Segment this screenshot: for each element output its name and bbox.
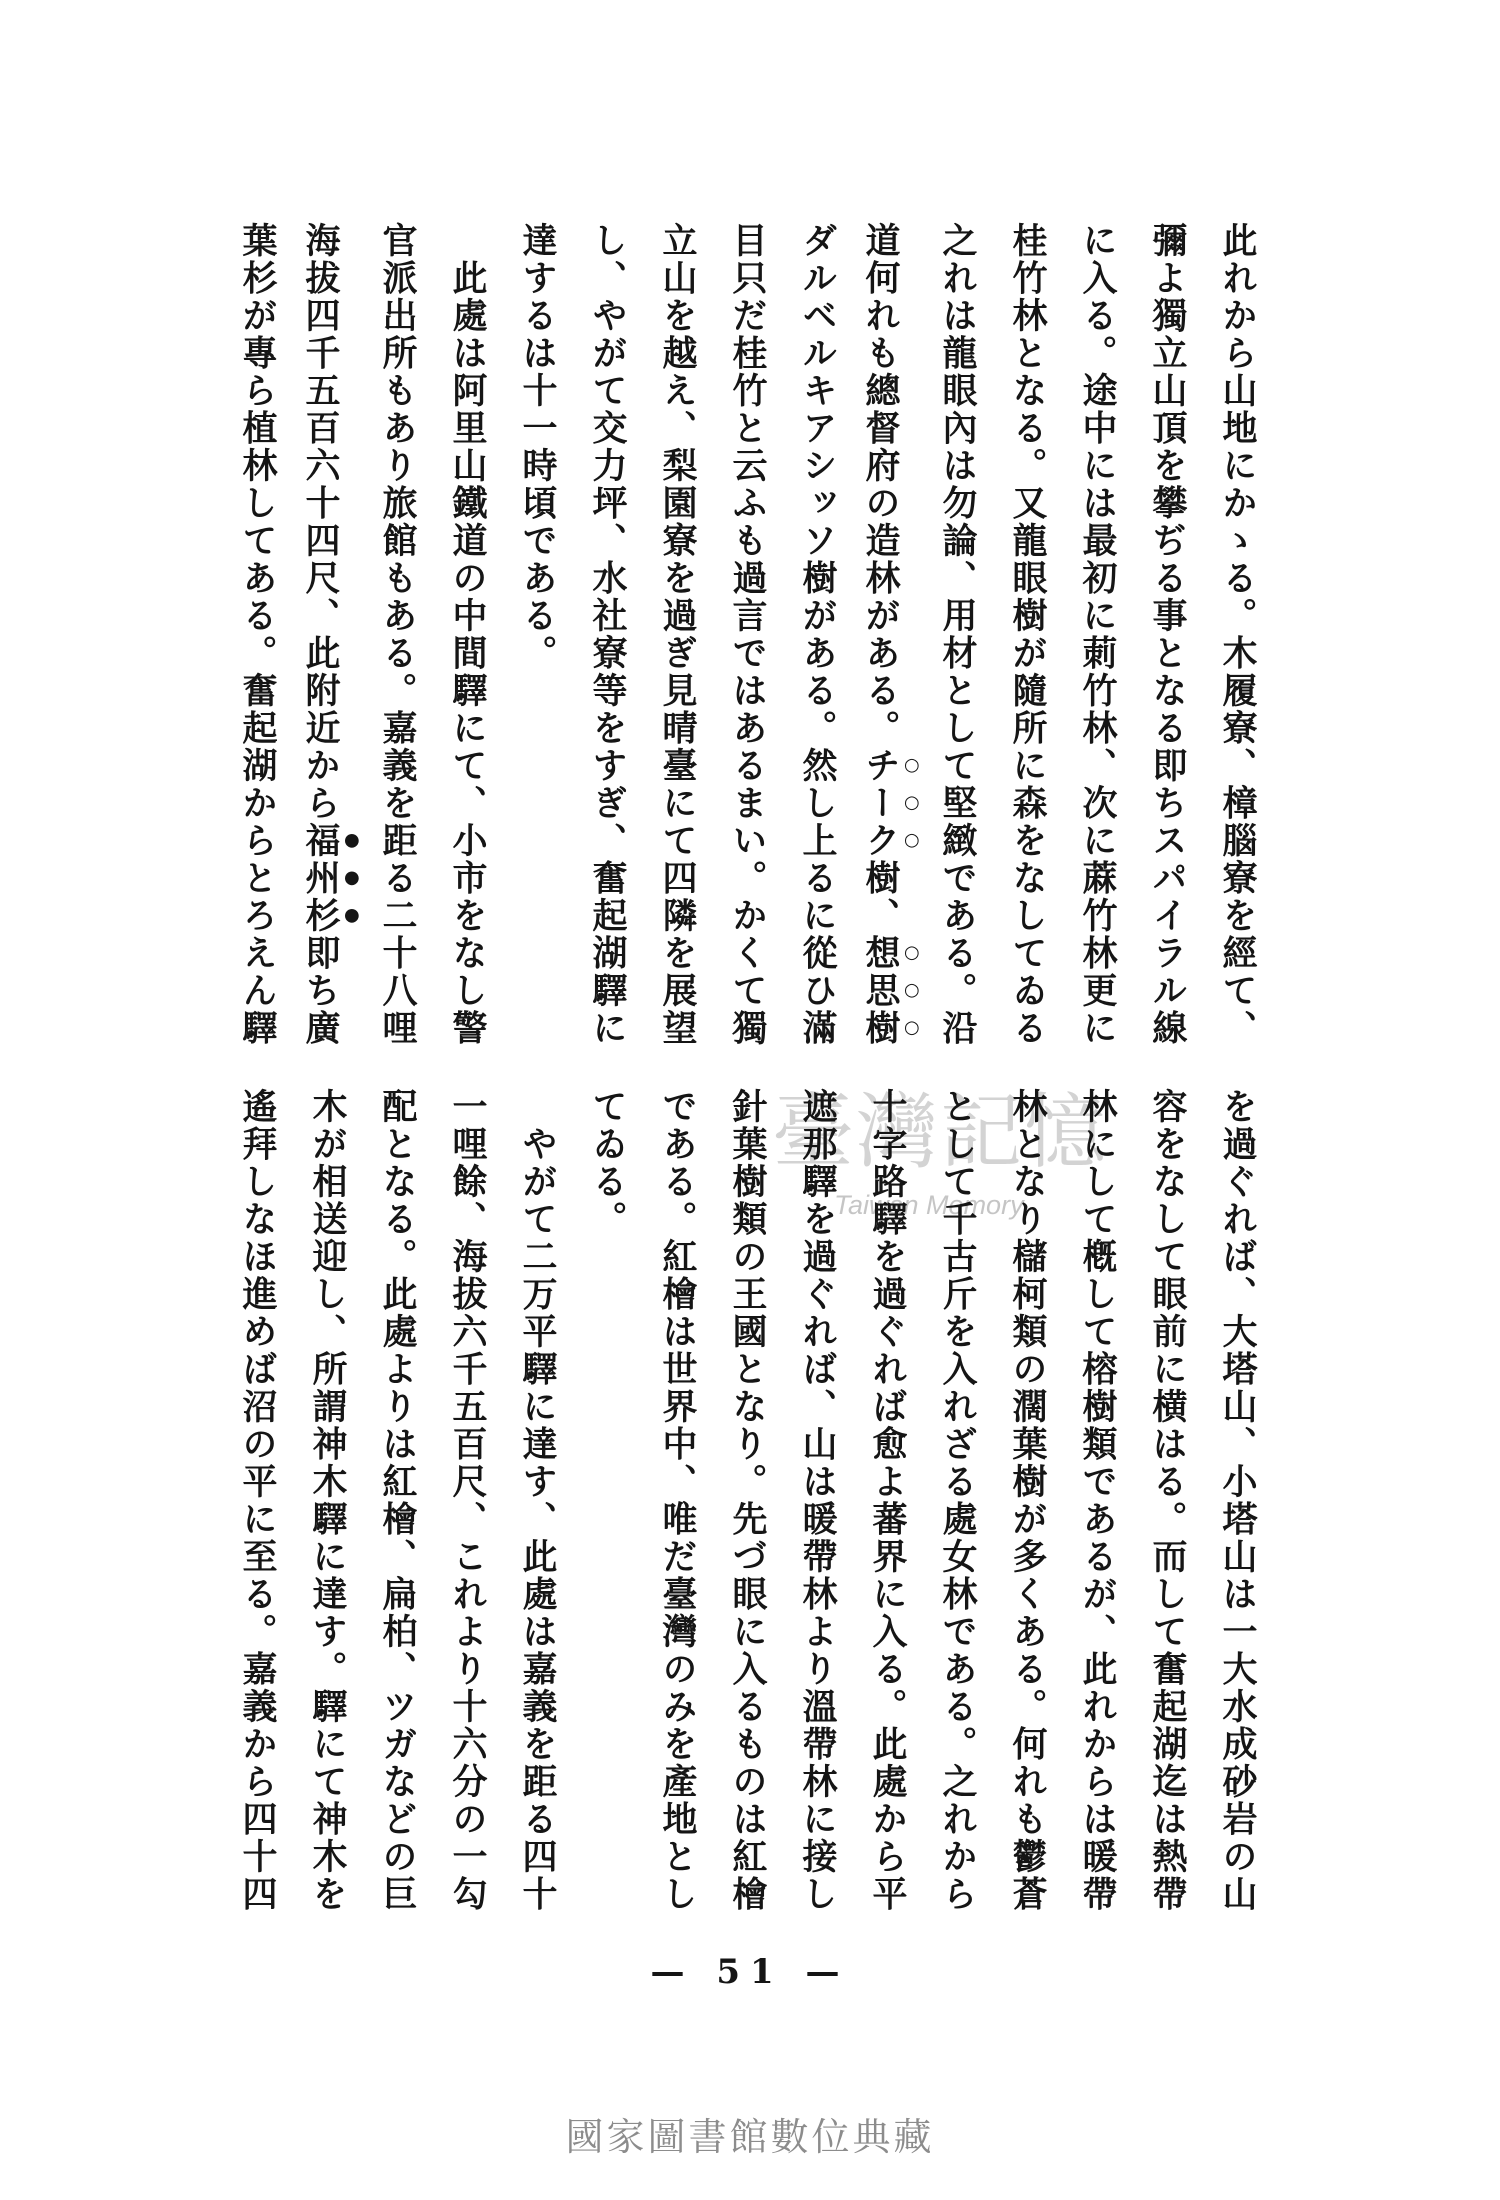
text-column: 遙拜しなほ進めば沼の平に至る。嘉義から四十四 (237, 1088, 278, 1913)
text-column: てゐる。 (587, 1088, 628, 1238)
text-block-lower (222, 1088, 1272, 1928)
text-column: 之れは龍眼內は勿論、用材として堅緻である。沿 (937, 222, 978, 1047)
text-column: 達するは十一時頃である。 (517, 222, 558, 672)
text-column: を過ぐれば、大塔山、小塔山は一大水成砂岩の山 (1217, 1088, 1258, 1913)
column-text: 即ち廣 (300, 934, 341, 1047)
text-column: 遮那驛を過ぐれば、山は暖帶林より溫帶林に接し (797, 1088, 838, 1913)
text-column: 十字路驛を過ぐれば愈よ蕃界に入る。此處から平 (867, 1088, 908, 1913)
page-number: — 51 — (650, 1952, 850, 1992)
text-column: 針葉樹類の王國となり。先づ眼に入るものは紅檜 (727, 1088, 768, 1913)
text-column: に入る。途中には最初に莿竹林、次に蔴竹林更に (1077, 222, 1118, 1047)
column-text: 樹、 (860, 859, 901, 935)
text-column: 立山を越え、梨園寮を過ぎ見晴臺にて四隣を展望 (657, 222, 698, 1047)
text-column: 配となる。此處よりは紅檜、扁柏、ツガなどの巨 (377, 1088, 418, 1913)
emphasized-text: 福州杉 (300, 822, 341, 935)
text-column: 木が相送迎し、所謂神木驛に達す。驛にて神木を (307, 1088, 348, 1913)
text-column: として千古斤を入れざる處女林である。之れから (937, 1088, 978, 1913)
text-column: 桂竹林となる。又龍眼樹が隨所に森をなしてゐる (1007, 222, 1048, 1047)
text-column: し、やがて交力坪、水社寮等をすぎ、奮起湖驛に (587, 222, 628, 1047)
text-column: 容をなして眼前に横はる。而して奮起湖迄は熱帶 (1147, 1088, 1188, 1913)
emphasized-text: 想思樹 (860, 934, 901, 1047)
column-text: 海拔四千五百六十四尺、此附近から (300, 222, 341, 822)
text-column (852, 222, 922, 1062)
text-column: である。紅檜は世界中、唯だ臺灣のみを產地とし (657, 1088, 698, 1913)
text-column: 林となり櫧柯類の濶葉樹が多くある。何れも鬱蒼 (1007, 1088, 1048, 1913)
text-column: やがて二万平驛に達す、此處は嘉義を距る四十 (517, 1088, 558, 1913)
text-column: 一哩餘、海拔六千五百尺、これより十六分の一勾 (447, 1088, 488, 1913)
text-column: 此れから山地にかゝる。木履寮、樟腦寮を經て、 (1217, 222, 1258, 1047)
text-column: 彌よ獨立山頂を攀ぢる事となる即ちスパイラル線 (1147, 222, 1188, 1047)
footer-credit: 國家圖書館數位典藏 (565, 2115, 935, 2159)
text-column: 官派出所もあり旅館もある。嘉義を距る二十八哩 (377, 222, 418, 1047)
watermark-latin: Taiwan Memory (834, 1190, 1024, 1220)
text-column (292, 222, 362, 1062)
text-column: 此處は阿里山鐵道の中間驛にて、小市をなし警 (447, 222, 488, 1047)
text-column: 葉杉が專ら植林してある。奮起湖からとろえん驛 (237, 222, 278, 1047)
emphasized-text: チーク (860, 747, 901, 860)
column-text: 道何れも總督府の造林がある。 (860, 222, 901, 747)
text-column: 林にして槪して榕樹類であるが、此れからは暖帶 (1077, 1088, 1118, 1913)
text-block-upper (222, 222, 1272, 1062)
text-column: ダルベルキアシッソ樹がある。然し上るに從ひ滿 (797, 222, 838, 1047)
watermark-chars: 臺灣記憶 (772, 1085, 1109, 1180)
text-column: 目只だ桂竹と云ふも過言ではあるまい。かくて獨 (727, 222, 768, 1047)
